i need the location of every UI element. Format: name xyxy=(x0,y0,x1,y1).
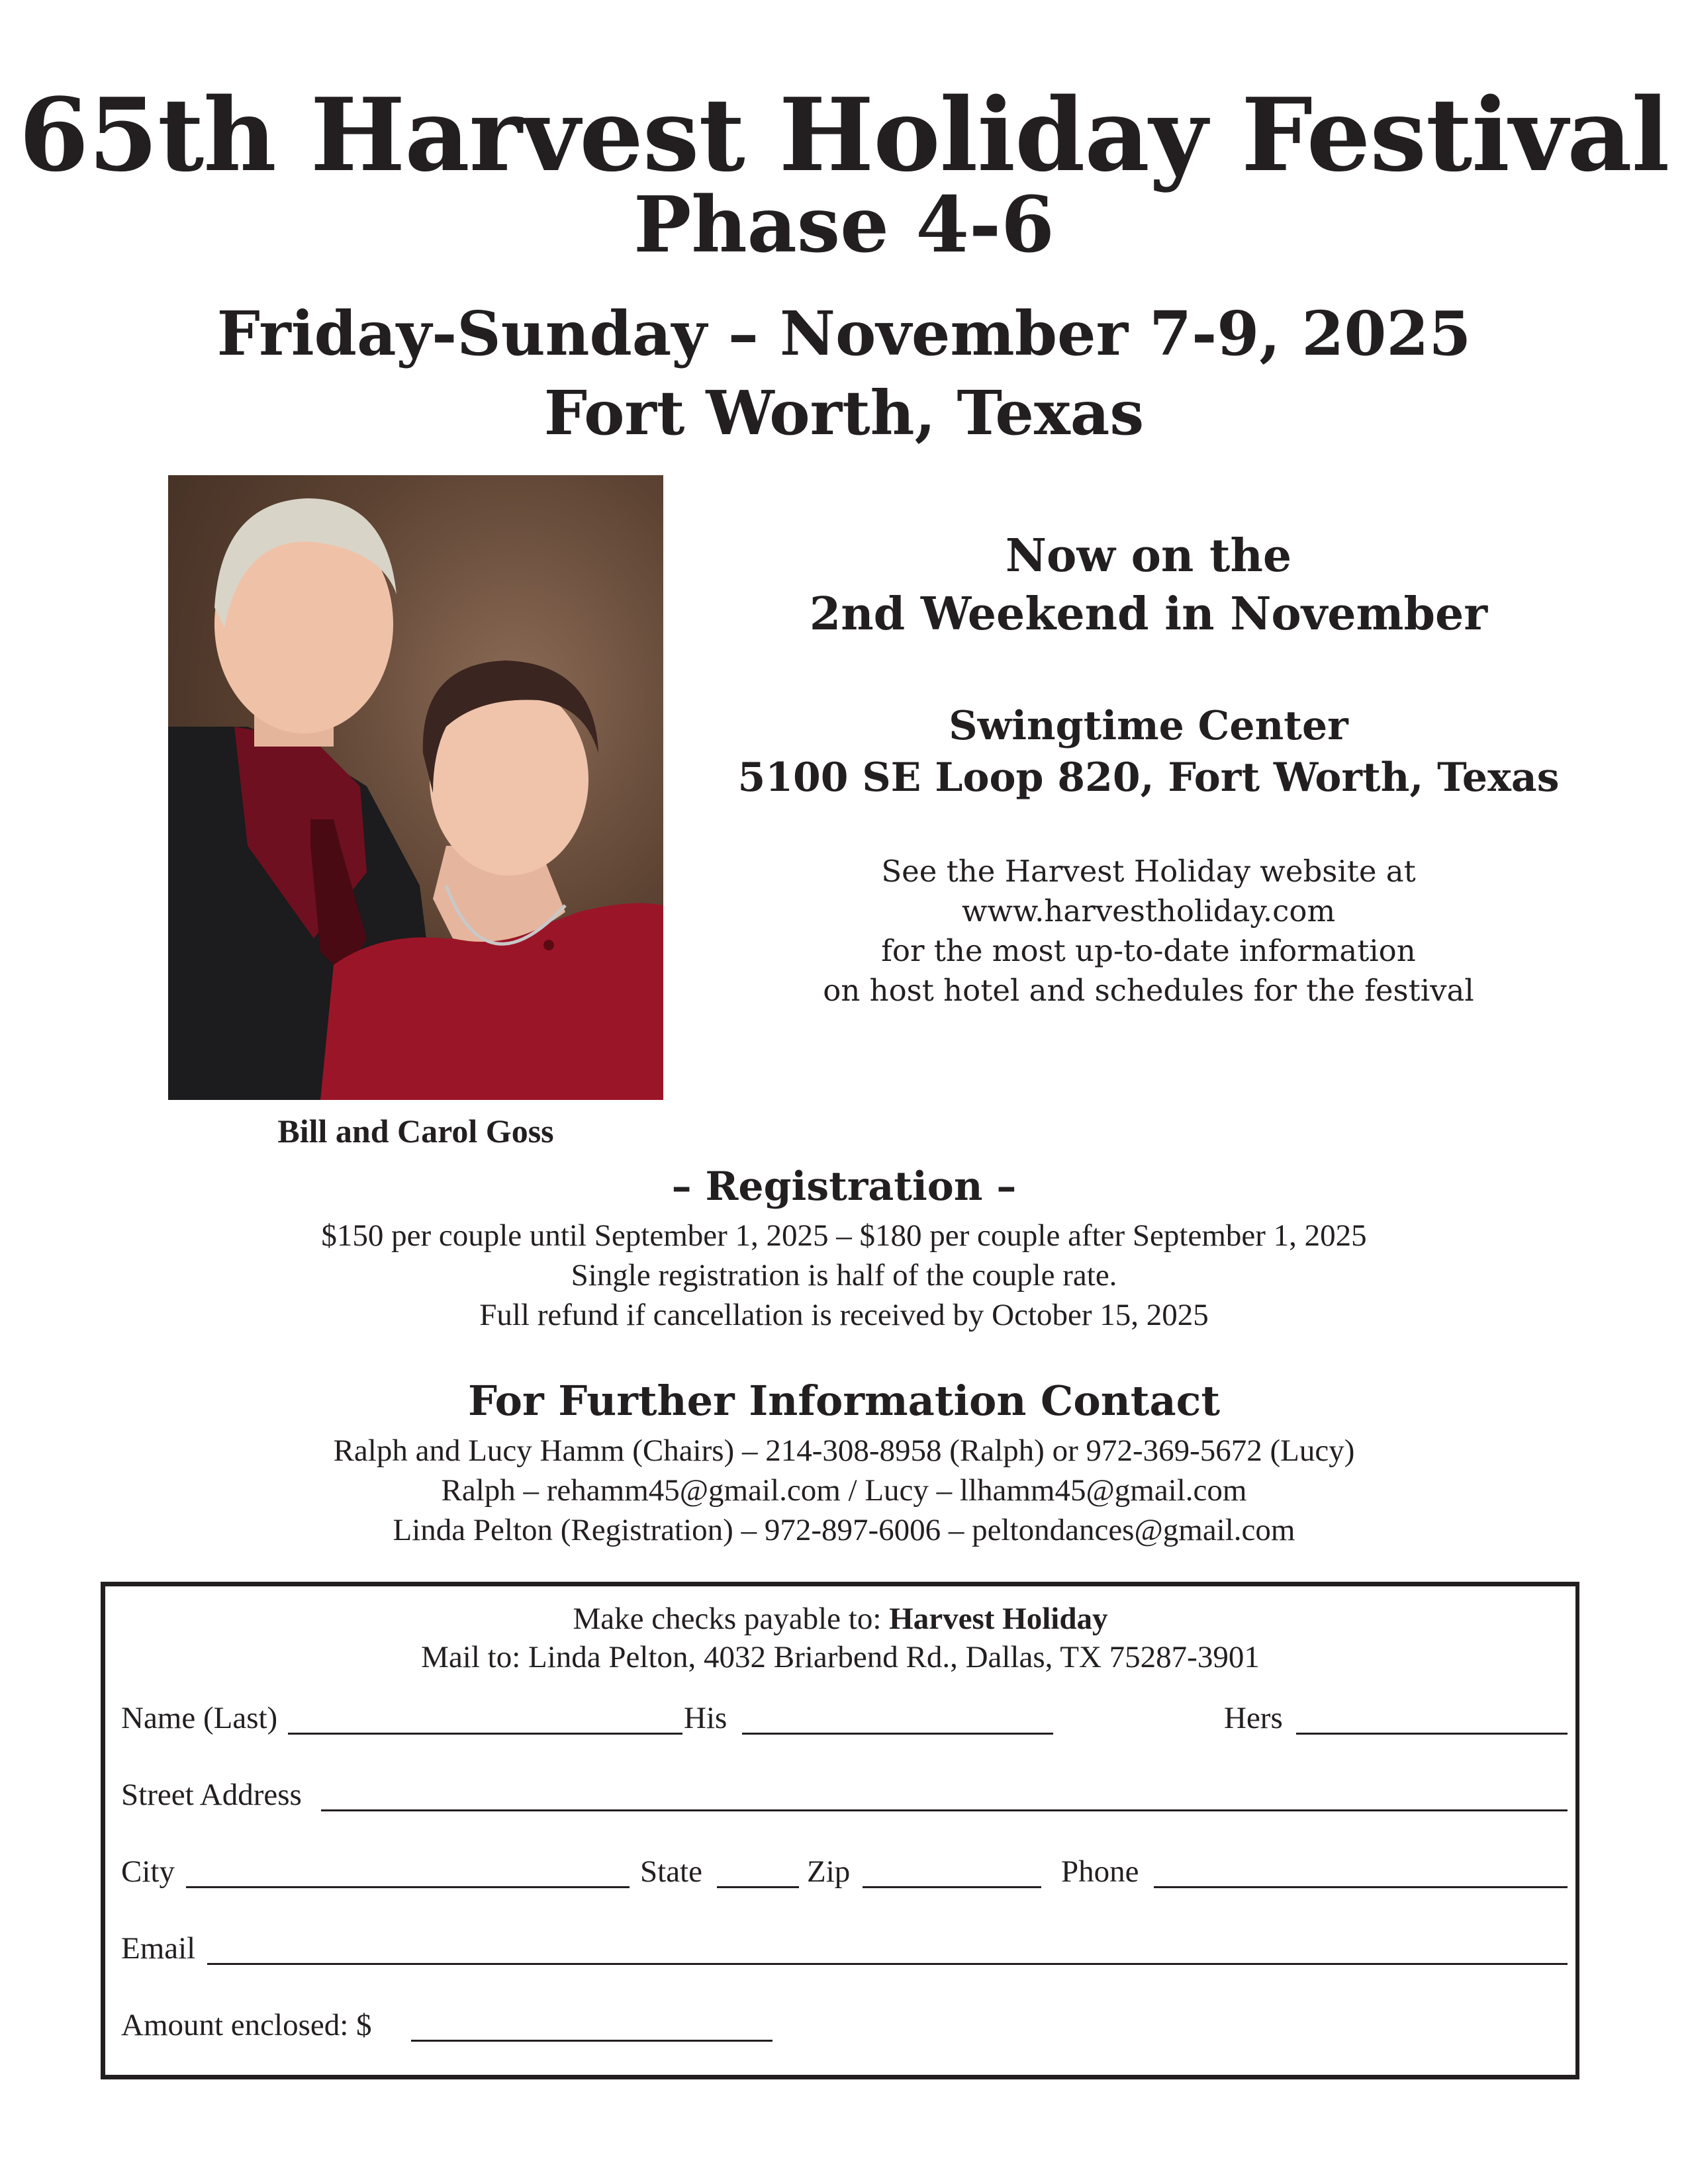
email-field[interactable] xyxy=(207,1963,1568,1965)
state-label: State xyxy=(640,1854,702,1889)
registration-pricing: $150 per couple until September 1, 2025 – $180 per couple after September 1, 2025 xyxy=(321,1218,1367,1253)
amount-enclosed-label: Amount enclosed: $ xyxy=(121,2008,372,2042)
city-label: City xyxy=(121,1854,175,1889)
checks-payable-label: Make checks payable to: xyxy=(573,1602,890,1636)
schedule-note-line2: 2nd Weekend in November xyxy=(809,588,1488,641)
registration-refund-policy: Full refund if cancellation is received by October 15, 2025 xyxy=(479,1298,1209,1332)
festival-dates: Friday-Sunday – November 7-9, 2025 xyxy=(216,298,1472,369)
his-name-field[interactable] xyxy=(742,1733,1053,1735)
checks-payable-line xyxy=(105,1601,1575,1637)
registration-heading: – Registration – xyxy=(671,1163,1017,1210)
hers-label: Hers xyxy=(1224,1701,1283,1735)
photo-caption: Bill and Carol Goss xyxy=(277,1113,554,1150)
website-note-line3: for the most up-to-date information xyxy=(881,933,1416,968)
name-last-label: Name (Last) xyxy=(121,1701,278,1735)
venue-address: 5100 SE Loop 820, Fort Worth, Texas xyxy=(737,754,1560,801)
email-label: Email xyxy=(121,1931,196,1966)
city-field[interactable] xyxy=(186,1886,630,1888)
website-note-line1: See the Harvest Holiday website at xyxy=(881,854,1416,889)
couple-photo xyxy=(168,475,663,1100)
name-last-field[interactable] xyxy=(288,1733,682,1735)
festival-title: 65th Harvest Holiday Festival xyxy=(19,75,1669,194)
contact-heading: For Further Information Contact xyxy=(467,1377,1221,1425)
name-row xyxy=(121,1702,1565,1741)
registration-form xyxy=(101,1582,1579,2079)
schedule-note-line1: Now on the xyxy=(1005,529,1292,582)
amount-row xyxy=(121,2009,1565,2048)
phone-field[interactable] xyxy=(1154,1886,1568,1888)
street-address-field[interactable] xyxy=(321,1809,1568,1811)
email-row xyxy=(121,1932,1565,1972)
zip-label: Zip xyxy=(807,1854,851,1889)
venue-name: Swingtime Center xyxy=(949,703,1348,749)
state-field[interactable] xyxy=(717,1886,799,1888)
website-note-line4: on host hotel and schedules for the festival xyxy=(823,973,1474,1008)
phone-label: Phone xyxy=(1061,1854,1139,1889)
mail-to-address: Mail to: Linda Pelton, 4032 Briarbend Rd., Dallas, TX 75287-3901 xyxy=(421,1640,1260,1674)
festival-phase: Phase 4-6 xyxy=(633,180,1055,270)
festival-location: Fort Worth, Texas xyxy=(543,377,1145,449)
zip-field[interactable] xyxy=(863,1886,1041,1888)
website-url[interactable]: www.harvestholiday.com xyxy=(961,893,1336,929)
hers-name-field[interactable] xyxy=(1296,1733,1568,1735)
contact-chairs: Ralph and Lucy Hamm (Chairs) – 214-308-8958 (Ralph) or 972-369-5672 (Lucy) xyxy=(333,1433,1355,1468)
his-label: His xyxy=(684,1701,727,1735)
city-row xyxy=(121,1855,1565,1895)
checks-payee: Harvest Holiday xyxy=(889,1602,1108,1636)
contact-emails: Ralph – rehamm45@gmail.com / Lucy – llhamm45@gmail.com xyxy=(441,1473,1247,1508)
street-address-label: Street Address xyxy=(121,1778,302,1812)
street-row xyxy=(121,1778,1565,1818)
amount-enclosed-field[interactable] xyxy=(411,2040,773,2042)
registration-single-rate: Single registration is half of the couple rate. xyxy=(571,1258,1117,1293)
contact-registration: Linda Pelton (Registration) – 972-897-6006 – peltondances@gmail.com xyxy=(393,1513,1295,1547)
